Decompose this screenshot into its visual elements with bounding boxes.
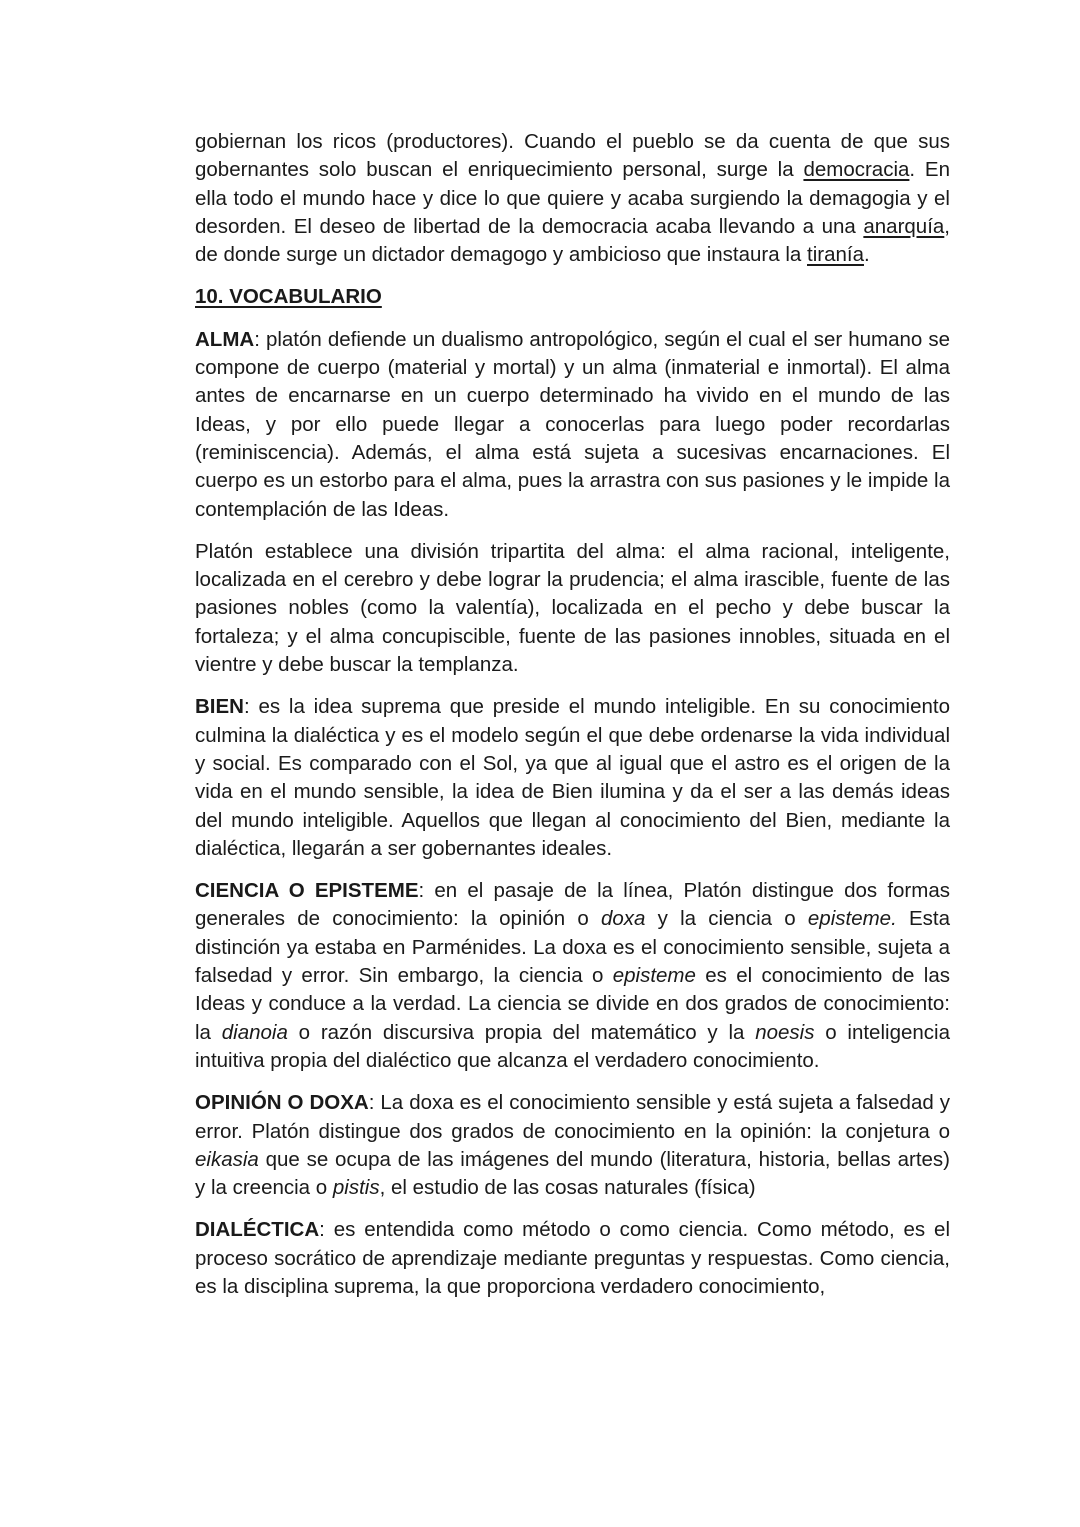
ciencia-text-3: Esta distinción ya estaba en Parménides. La doxa es el conocimiento sensible, sujeta a falsedad y error. Sin embargo, la ciencia o: [195, 907, 951, 988]
episteme-italic-2: episteme: [612, 964, 696, 988]
ciencia-text-6: o inteligencia intuitiva propia del dialéctico que alcanza el verdadero conocimiento.: [195, 1020, 950, 1072]
intro-text-1: gobiernan los ricos (productores). Cuando el pueblo se da cuenta de que sus gobernantes solo buscan el enriquecimiento personal, surge la: [195, 130, 950, 182]
pistis-italic: pistis: [332, 1176, 380, 1200]
ciencia-paragraph: [195, 877, 950, 1075]
opinion-text-3: , el estudio de las cosas naturales (física): [379, 1176, 756, 1200]
alma-term: ALMA: [195, 327, 255, 351]
intro-text-3: , de donde surge un dictador demagogo y ambicioso que instaura la: [195, 214, 950, 267]
democracia-term: democracia: [803, 158, 910, 182]
alma-paragraph: [195, 326, 950, 524]
bien-term: BIEN: [195, 695, 244, 719]
noesis-italic: noesis: [755, 1020, 815, 1044]
dialectica-paragraph: [195, 1216, 950, 1301]
dialectica-definition: : es entendida como método o como ciencia. Como método, es el proceso socrático de aprendizaje mediante preguntas y respuestas. Como ciencia, es la disciplina suprema, la que proporciona verdadero conocimiento,: [195, 1218, 950, 1298]
episteme-italic: episteme.: [807, 907, 897, 931]
intro-text-4: .: [863, 243, 870, 267]
intro-paragraph: [195, 128, 950, 269]
bien-definition: : es la idea suprema que preside el mundo inteligible. En su conocimiento culmina la dialéctica y es el modelo según el que debe ordenarse la vida individual y social. Es comparado con el Sol, ya que al igual que el astro es el origen de la vida en el mundo sensible, la idea de Bien ilumina y da el ser a las demás ideas del mundo inteligible. Aquellos que llegan al conocimiento del Bien, mediante la dialéctica, llegarán a ser gobernantes ideales.: [195, 695, 950, 860]
opinion-text-2: que se ocupa de las imágenes del mundo (literatura, historia, bellas artes) y la creencia o: [195, 1147, 950, 1200]
eikasia-italic: eikasia: [195, 1147, 259, 1171]
ciencia-term: CIENCIA O EPISTEME: [195, 879, 419, 903]
alma-division-paragraph: Platón establece una división tripartita del alma: el alma racional, inteligente, localizada en el cerebro y debe lograr la prudencia; el alma irascible, fuente de las pasiones nobles (como la valentía), localizada en el pecho y debe buscar la fortaleza; y el alma concupiscible, fuente de las pasiones innobles, situada en el vientre y debe buscar la templanza.: [195, 539, 950, 677]
opinion-paragraph: [195, 1089, 950, 1202]
ciencia-text-2: y la ciencia o: [645, 907, 808, 931]
opinion-text-1: : La doxa es el conocimiento sensible y está sujeta a falsedad y error. Platón distingue dos grados de conocimiento en la opinión: la conjetura o: [195, 1091, 950, 1143]
ciencia-text-5: o razón discursiva propia del matemático y la: [287, 1020, 756, 1044]
intro-text-2: . En ella todo el mundo hace y dice lo que quiere y acaba surgiendo la demagogia y el desorden. El deseo de libertad de la democracia acaba llevando a una: [195, 158, 950, 238]
alma-definition: : platón defiende un dualismo antropológico, según el cual el ser humano se compone de cuerpo (material y mortal) y un alma (inmaterial e inmortal). El alma antes de encarnarse en un cuerpo determinado ha vivido en el mundo de las Ideas, y por ello puede llegar a conocerlas para luego poder recordarlas (reminiscencia). Además, el alma está sujeta a sucesivas encarnaciones. El cuerpo es un estorbo para el alma, pues la arrastra con sus pasiones y le impide la contemplación de las Ideas.: [195, 327, 950, 521]
ciencia-text-1: : en el pasaje de la línea, Platón distingue dos formas generales de conocimiento: la opinión o: [195, 879, 950, 931]
anarquia-term: anarquía: [863, 214, 945, 238]
document-page: [195, 128, 950, 1315]
opinion-term: OPINIÓN O DOXA: [195, 1091, 369, 1115]
dialectica-term: DIALÉCTICA: [195, 1218, 320, 1242]
ciencia-text-4: es el conocimiento de las Ideas y conduce a la verdad. La ciencia se divide en dos grados de conocimiento: la: [195, 964, 950, 1044]
tirania-term: tiranía: [807, 243, 864, 267]
bien-paragraph: [195, 693, 950, 863]
doxa-italic: doxa: [601, 907, 646, 931]
dianoia-italic: dianoia: [221, 1020, 288, 1044]
section-heading: 10. VOCABULARIO: [195, 285, 382, 309]
